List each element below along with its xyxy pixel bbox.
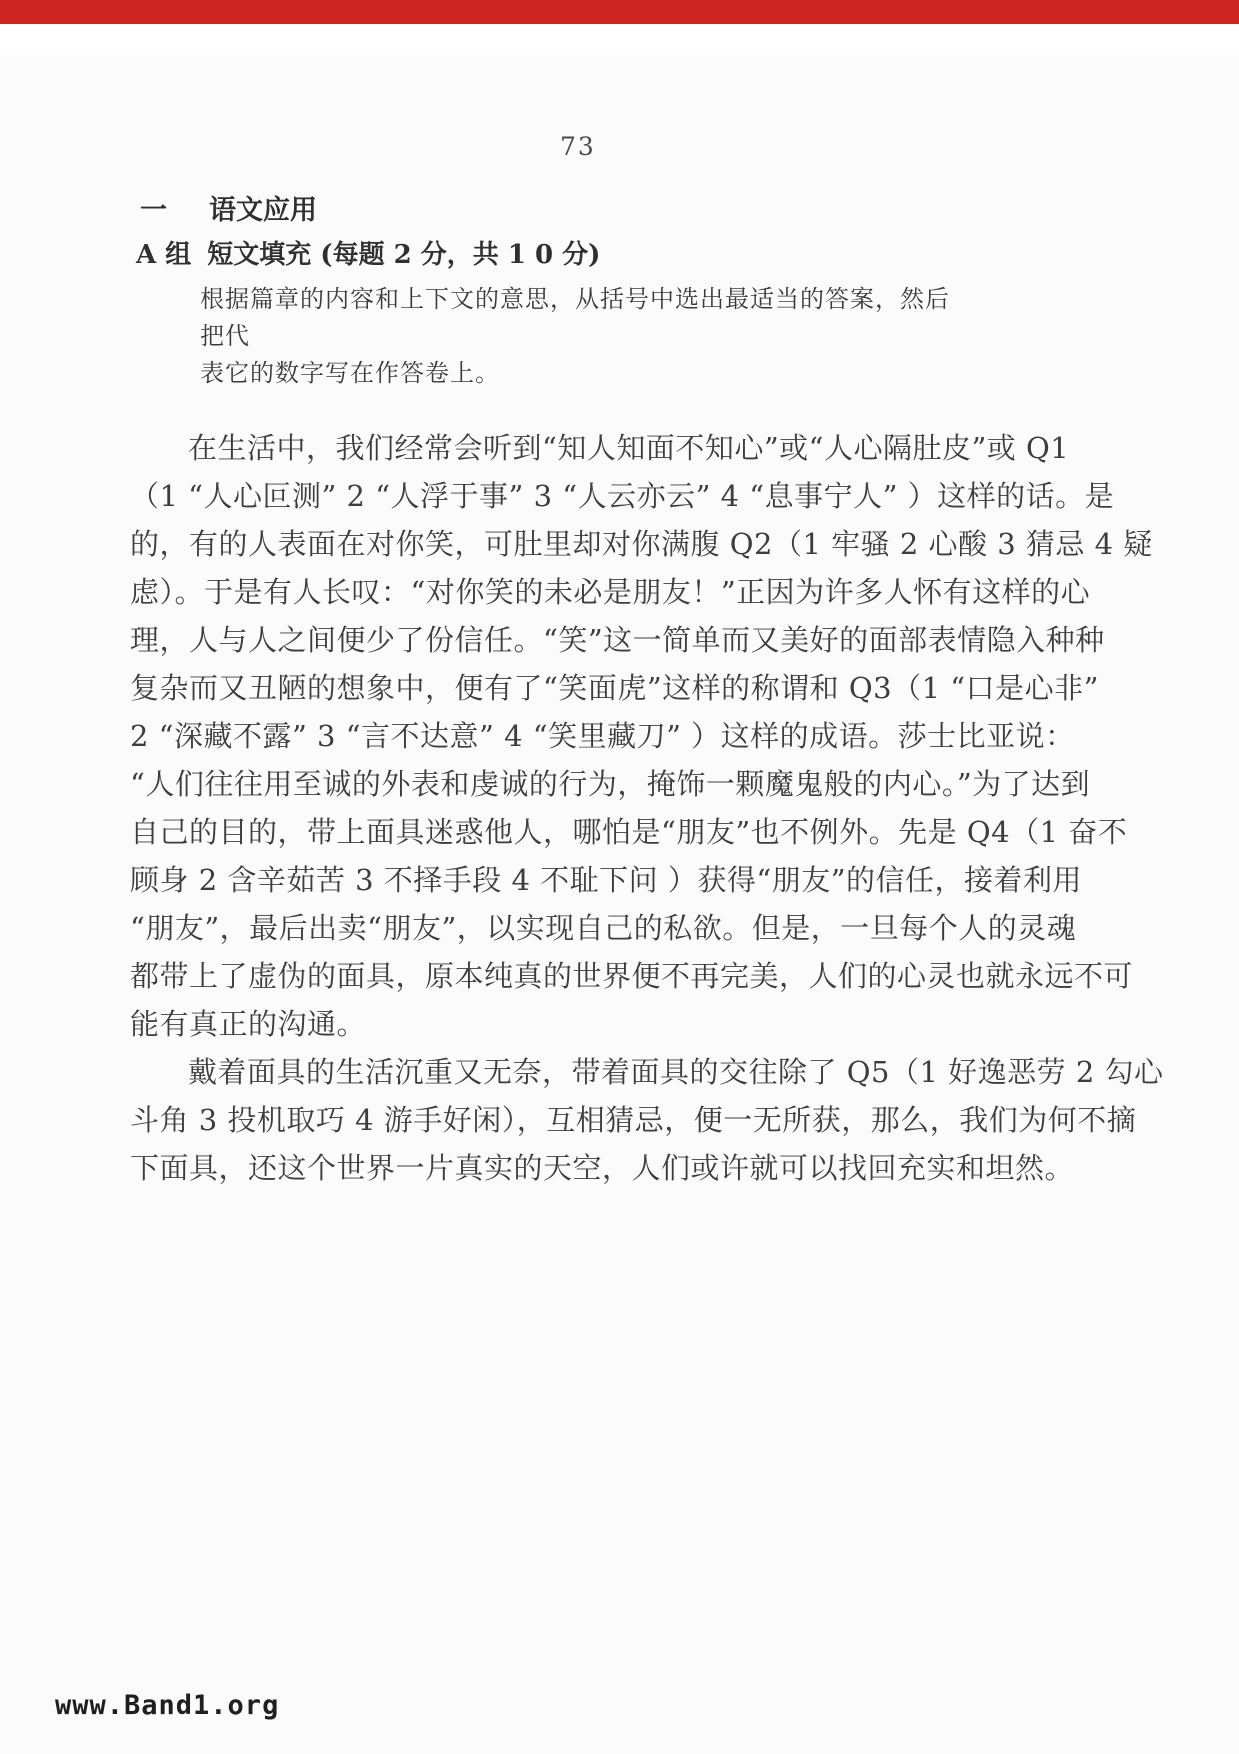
instruction-line: 表它的数字写在作答卷上。: [200, 359, 500, 387]
passage-line: 复杂而又丑陋的想象中，便有了“笑面虎”这样的称谓和 Q3（1 “口是心非”: [130, 671, 1099, 705]
passage-line: 在生活中，我们经常会听到“知人知面不知心”或“人心隔肚皮”或 Q1: [188, 431, 1070, 465]
passage-line: （1 “人心叵测” 2 “人浮于事” 3 “人云亦云” 4 “息事宁人” ）这样的话。是: [130, 479, 1115, 513]
group-title: 短文填充 (每题 2 分，共 1 0 分): [207, 240, 601, 270]
section-title: 语文应用: [209, 195, 317, 226]
section-marker: 一: [140, 195, 167, 226]
passage: [130, 424, 1164, 1192]
passage-line: 都带上了虚伪的面具，原本纯真的世界便不再完美，人们的心灵也就永远不可: [130, 959, 1134, 993]
site-watermark: www.Band1.org: [55, 1690, 280, 1721]
passage-line: “人们往往用至诚的外表和虔诚的行为，掩饰一颗魔鬼般的内心。”为了达到: [130, 767, 1091, 801]
passage-line: 顾身 2 含辛茹苦 3 不择手段 4 不耻下问 ）获得“朋友”的信任，接着利用: [130, 863, 1083, 897]
page-number: 73: [560, 132, 596, 161]
passage-line: 虑）。于是有人长叹：“对你笑的未必是朋友！”正因为许多人怀有这样的心: [130, 575, 1091, 609]
top-red-bar: [0, 0, 1239, 24]
passage-line: 自己的目的，带上面具迷惑他人，哪怕是“朋友”也不例外。先是 Q4（1 奋不: [130, 815, 1128, 849]
passage-line: 斗角 3 投机取巧 4 游手好闲），互相猜忌，便一无所获，那么，我们为何不摘: [130, 1103, 1137, 1137]
passage-line: 戴着面具的生活沉重又无奈，带着面具的交往除了 Q5（1 好逸恶劳 2 勾心: [188, 1055, 1164, 1089]
instruction-line: 根据篇章的内容和上下文的意思，从括号中选出最适当的答案，然后把代: [200, 285, 950, 350]
section-heading: [140, 188, 317, 227]
group-heading: [136, 234, 600, 271]
passage-line: 能有真正的沟通。: [130, 1007, 367, 1041]
passage-line: 下面具，还这个世界一片真实的天空，人们或许就可以找回充实和坦然。: [130, 1151, 1075, 1185]
instructions: [200, 281, 960, 392]
group-label: A 组: [136, 240, 192, 270]
passage-line: 理，人与人之间便少了份信任。“笑”这一简单而又美好的面部表情隐入种种: [130, 623, 1105, 657]
passage-line: 2 “深藏不露” 3 “言不达意” 4 “笑里藏刀” ）这样的成语。莎士比亚说：: [130, 719, 1075, 753]
passage-line: 的，有的人表面在对你笑，可肚里却对你满腹 Q2（1 牢骚 2 心酸 3 猜忌 4 疑: [130, 527, 1153, 561]
passage-line: “朋友”，最后出卖“朋友”，以实现自己的私欲。但是，一旦每个人的灵魂: [130, 911, 1077, 945]
